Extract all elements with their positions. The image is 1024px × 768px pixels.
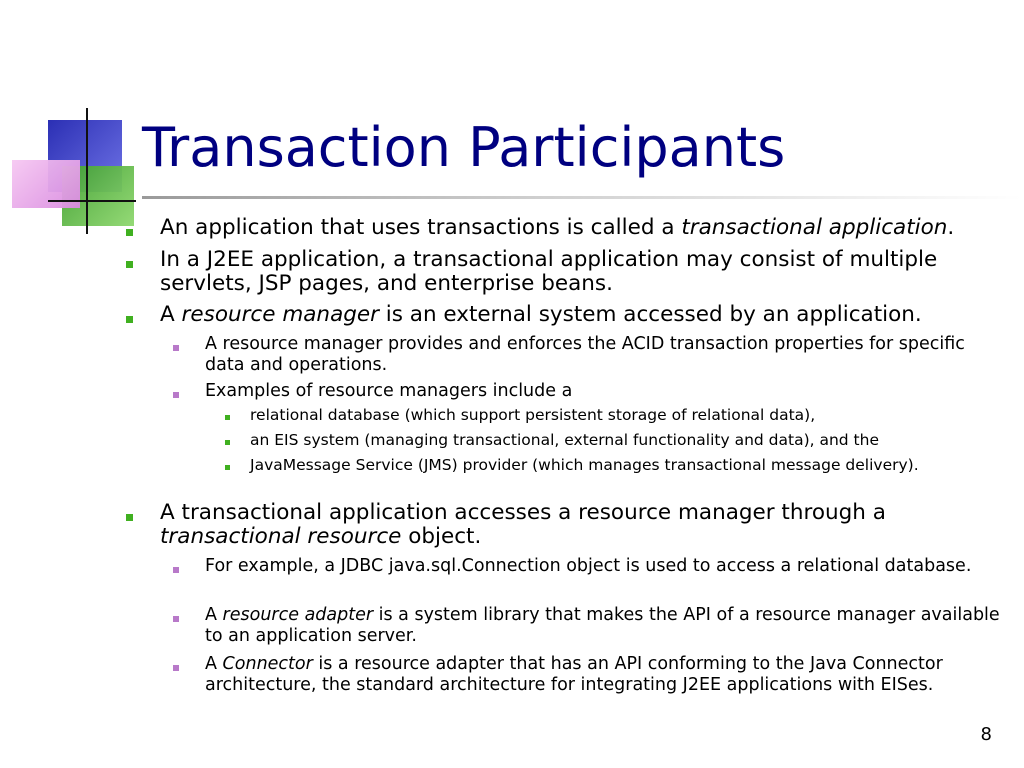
sub-sub-bullet-item	[250, 456, 970, 475]
sub-bullet-item	[205, 605, 1005, 647]
sub-bullet-marker	[173, 392, 179, 398]
bullet-marker	[126, 229, 133, 236]
bullet-text-end: is a resource adapter that has an API conforming to the Java Connector architecture, the standard architecture for integrating J2EE applications with EISes.	[205, 654, 943, 695]
bullet-text: an EIS system (managing transactional, external functionality and data), and the	[250, 431, 879, 449]
sub-bullet-marker	[173, 665, 179, 671]
bullet-text: An application that uses transactions is called a	[160, 215, 682, 240]
slide-page-number: 8	[980, 724, 992, 745]
sub-bullet-item	[205, 334, 1005, 376]
bullet-marker	[126, 316, 133, 323]
bullet-marker	[126, 514, 133, 521]
sub-sub-bullet-item	[250, 406, 970, 425]
bullet-text: In a J2EE application, a transactional application may consist of multiple servlets, JSP pages, and enterprise beans.	[160, 247, 938, 296]
bullet-text: A	[205, 605, 223, 625]
bullet-text: JavaMessage Service (JMS) provider (which manages transactional message delivery).	[250, 456, 919, 474]
sub-sub-bullet-marker	[225, 415, 230, 420]
bullet-text-end: .	[947, 215, 955, 240]
bullet-text-end: is an external system accessed by an application.	[378, 302, 922, 327]
bullet-text-end: is a system library that makes the API of a resource manager available to an application server.	[205, 605, 1000, 646]
bullet-emphasis: Connector	[222, 654, 313, 674]
bullet-text: relational database (which support persistent storage of relational data),	[250, 406, 816, 424]
bullet-emphasis: resource manager	[181, 302, 379, 327]
bullet-item	[160, 501, 1004, 549]
sub-bullet-marker	[173, 345, 179, 351]
sub-bullet-marker	[173, 567, 179, 573]
bullet-item	[160, 216, 1004, 240]
sub-bullet-marker	[173, 616, 179, 622]
sub-sub-bullet-item	[250, 431, 970, 450]
sub-bullet-item	[205, 654, 1005, 696]
bullet-text: Examples of resource managers include a	[205, 381, 573, 401]
bullet-emphasis: transactional resource	[160, 524, 402, 549]
bullet-text: A resource manager provides and enforces the ACID transaction properties for specific data and operations.	[205, 334, 965, 375]
bullet-item	[160, 303, 1004, 327]
bullet-emphasis: resource adapter	[222, 605, 374, 625]
bullet-text: For example, a JDBC java.sql.Connection object is used to access a relational database.	[205, 556, 972, 576]
sub-bullet-item	[205, 381, 1005, 402]
sub-sub-bullet-marker	[225, 465, 230, 470]
bullet-emphasis: transactional application	[681, 215, 948, 240]
bullet-text-end: object.	[401, 524, 482, 549]
slide-title: Transaction Participants	[142, 116, 786, 179]
bullet-text: A transactional application accesses a resource manager through a	[160, 500, 886, 525]
bullet-text: A	[205, 654, 223, 674]
bullet-item	[160, 248, 1004, 296]
sub-bullet-item	[205, 556, 1005, 577]
bullet-marker	[126, 261, 133, 268]
bullet-text: A	[160, 302, 182, 327]
sub-sub-bullet-marker	[225, 440, 230, 445]
